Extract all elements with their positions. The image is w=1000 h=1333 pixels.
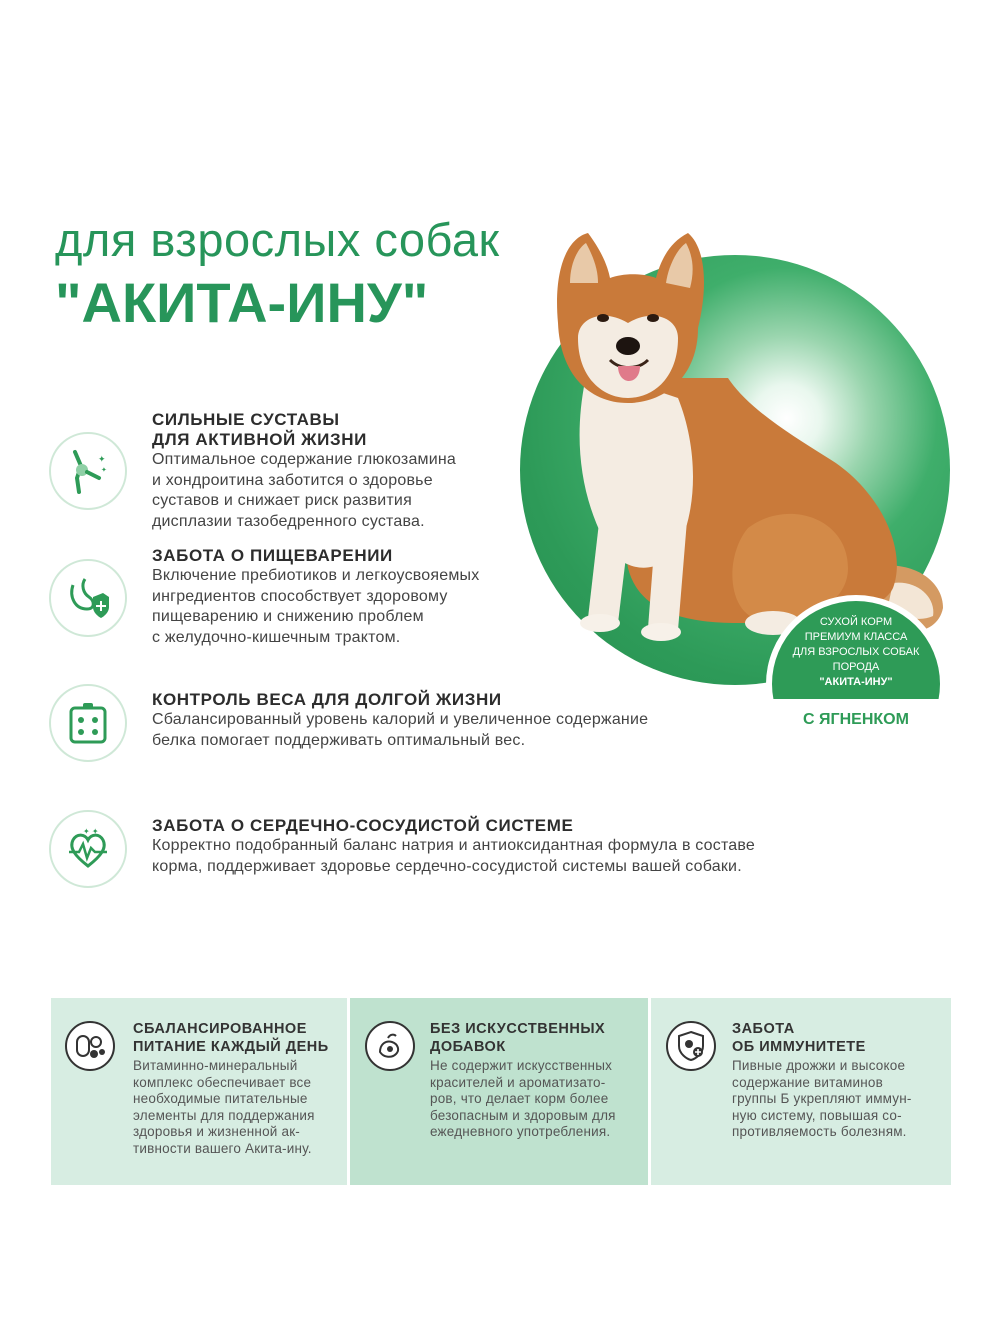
title-line-2: "АКИТА-ИНУ" (55, 271, 429, 334)
badge-line: ДЛЯ ВЗРОСЛЫХ СОБАК (792, 646, 920, 658)
badge-line: "АКИТА-ИНУ" (819, 676, 893, 688)
panel-title-line: ЗАБОТА (732, 1021, 795, 1037)
panel-title-line: ДОБАВОК (430, 1039, 506, 1055)
svg-text:✦: ✦ (101, 467, 107, 474)
panel-title-line: СБАЛАНСИРОВАННОЕ (133, 1021, 307, 1037)
feature-text-line: Включение пребиотиков и легкоусвояемых (152, 567, 480, 584)
joint-icon (49, 432, 127, 510)
panel-title (133, 1020, 329, 1056)
akita-dog-image (548, 228, 948, 648)
feature-title-line: ЗАБОТА О ПИЩЕВАРЕНИИ (152, 546, 393, 565)
svg-text:✦: ✦ (98, 454, 106, 464)
feature-title-line: ДЛЯ АКТИВНОЙ ЖИЗНИ (152, 430, 367, 449)
panel-text-line: Не содержит искусственных (430, 1058, 613, 1073)
panel-title (430, 1020, 605, 1056)
feature-title (152, 546, 393, 566)
svg-text:✦ ✦: ✦ ✦ (83, 827, 99, 836)
stomach-shield-icon (49, 559, 127, 637)
panel-text-line: противляемость болезням. (732, 1124, 907, 1139)
title-line-1: для взрослых собак (55, 213, 500, 266)
badge-line: СУХОЙ КОРМ (819, 616, 893, 628)
panel-text (430, 1058, 616, 1141)
panel-text-line: здоровья и жизненной ак- (133, 1124, 300, 1139)
feature-text-line: Оптимальное содержание глюкозамина (152, 451, 457, 468)
immunity-shield-icon (666, 1021, 716, 1071)
panel-text-line: ную систему, повышая со- (732, 1107, 902, 1123)
benefit-panel (350, 998, 648, 1185)
feature-text-line: ингредиентов способствует здоровому (152, 587, 448, 605)
feature-text (152, 710, 648, 751)
badge-line: ПРЕМИУМ КЛАССА (804, 631, 908, 643)
feature-text-line: суставов и снижает риск развития (152, 492, 412, 509)
feature-title-line: КОНТРОЛЬ ВЕСА ДЛЯ ДОЛГОЙ ЖИЗНИ (152, 690, 502, 709)
benefit-panel (51, 998, 347, 1185)
feature-title-line: СИЛЬНЫЕ СУСТАВЫ (152, 410, 340, 429)
panel-text-line: Пивные дрожжи и высокое (732, 1058, 906, 1073)
panel-text-line: Витаминно-минеральный (133, 1058, 298, 1073)
panel-text-line: ров, что делает корм более (430, 1091, 609, 1106)
panel-text (732, 1058, 912, 1141)
feature-title (152, 410, 367, 450)
feature-text-line: Сбалансированный уровень калорий и увеличенное содержание (152, 711, 649, 728)
feature-text-line: дисплазии тазобедренного сустава. (152, 512, 425, 530)
panel-text (133, 1058, 315, 1157)
feature-text-line: пищеварению и снижению проблем (152, 608, 424, 625)
panel-text-line: безопасным и здоровым для (430, 1107, 616, 1123)
panel-text-line: комплекс обеспечивает все (133, 1074, 312, 1090)
feature-text-line: корма, поддерживает здоровье сердечно-сосудистой системы вашей собаки. (152, 857, 742, 875)
panel-title-line: БЕЗ ИСКУССТВЕННЫХ (430, 1021, 606, 1037)
feature-text-line: и хондроитина заботится о здоровье (152, 471, 433, 489)
panel-text-line: группы Б укрепляют иммун- (732, 1091, 912, 1106)
benefit-panel (651, 998, 951, 1185)
feature-title-line: ЗАБОТА О СЕРДЕЧНО-СОСУДИСТОЙ СИСТЕМЕ (152, 816, 574, 835)
feature-text-line: с желудочно-кишечным трактом. (152, 628, 401, 646)
feature-text-line: Корректно подобранный баланс натрия и антиоксидантная формула в составе (152, 837, 756, 854)
panel-title-line: ПИТАНИЕ КАЖДЫЙ ДЕНЬ (133, 1039, 329, 1055)
feature-title (152, 690, 502, 710)
vitamins-icon (65, 1021, 115, 1071)
no-additives-icon (365, 1021, 415, 1071)
feature-text (152, 836, 755, 877)
panel-text-line: тивности вашего Акита-ину. (133, 1140, 312, 1156)
panel-text-line: элементы для поддержания (133, 1107, 315, 1123)
panel-text-line: содержание витаминов (732, 1074, 884, 1090)
feature-text (152, 450, 456, 532)
badge-line: ПОРОДА (832, 661, 880, 673)
panel-text-line: ежедневного употребления. (430, 1124, 611, 1139)
scale-paw-icon (49, 684, 127, 762)
heart-pulse-icon (49, 810, 127, 888)
feature-text (152, 566, 479, 648)
product-badge (766, 595, 946, 773)
badge-flavor: С ЯГНЕНКОМ (803, 711, 909, 728)
feature-text-line: белка помогает поддерживать оптимальный вес. (152, 731, 526, 749)
panel-text-line: красителей и ароматизато- (430, 1074, 606, 1090)
panel-text-line: необходимые питательные (133, 1091, 308, 1106)
panel-title-line: ОБ ИММУНИТЕТЕ (732, 1039, 866, 1055)
panel-title (732, 1020, 866, 1056)
feature-title (152, 816, 573, 836)
